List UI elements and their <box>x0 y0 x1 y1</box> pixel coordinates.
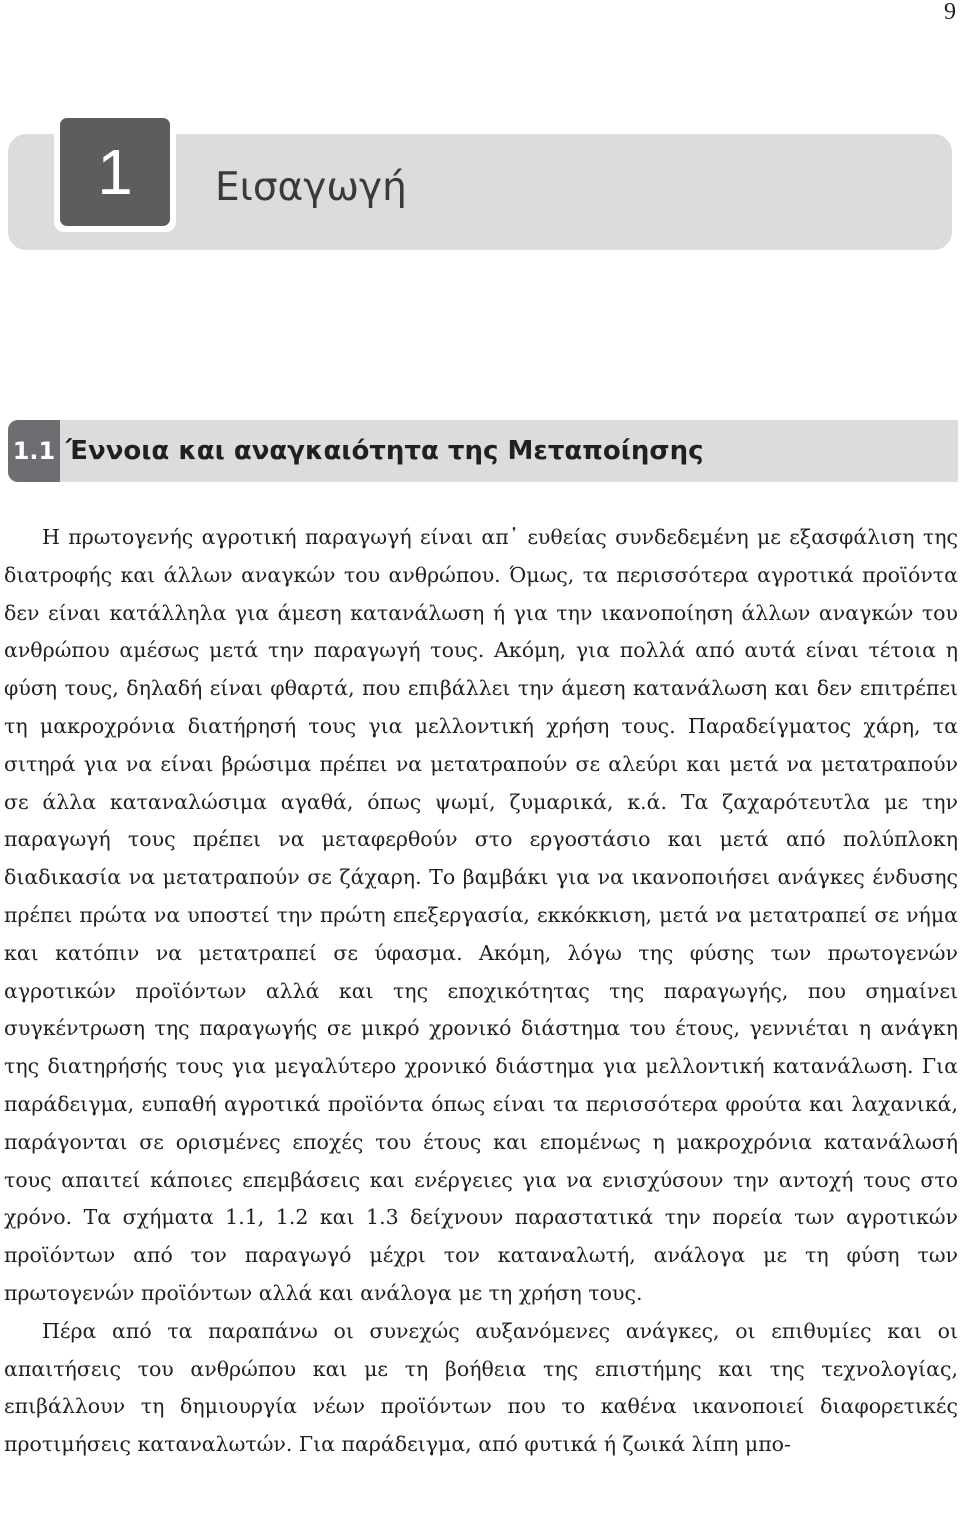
body-text <box>4 519 958 1464</box>
chapter-number: 1 <box>60 118 170 226</box>
page-number: 9 <box>944 0 956 25</box>
section-title: Έννοια και αναγκαιότητα της Μεταποίησης <box>66 436 704 466</box>
section-number: 1.1 <box>8 420 60 482</box>
paragraph: Η πρωτογενής αγροτική παραγωγή είναι απ᾽ ευθείας συνδεδεμένη με εξασφάλιση της διατροφής και άλλων αναγκών του ανθρώπου. Όμως, τα περισσότερα αγροτικά προϊόντα δεν είναι κατάλληλα για άμεση κατανάλωση ή για την ικανοποίηση άλλων αναγκών του ανθρώπου αμέσως μετά την παραγωγή τους. Ακόμη, για πολλά από αυτά είναι τέτοια η φύση τους, δηλαδή είναι φθαρτά, που επιβάλλει την άμεση κατανάλωση και δεν επιτρέπει τη μακροχρόνια διατήρησή τους για μελλοντική χρήση τους. Παραδείγματος χάρη, τα σιτηρά για να είναι βρώσιμα πρέπει να μετατραπούν σε αλεύρι και μετά να μετατραπούν σε άλλα καταναλώσιμα αγαθά, όπως ψωμί, ζυμαρικά, κ.ά. Τα ζαχαρότευτλα με την παραγωγή τους πρέπει να μεταφερθούν στο εργοστάσιο και μετά από πολύπλοκη διαδικασία να μετατραπούν σε ζάχαρη. Το βαμβάκι για να ικανοποιήσει ανάγκες ένδυσης πρέπει πρώτα να υποστεί την πρώτη επεξεργασία, εκκόκκιση, μετά να μετατραπεί σε νήμα και κατόπιν να μετατραπεί σε ύφασμα. Ακόμη, λόγω της φύσης των πρωτογενών αγροτικών προϊόντων αλλά και της εποχικότητας της παραγωγής, που σημαίνει συγκέντρωση της παραγωγής σε μικρό χρονικό διάστημα του έτους, γεννιέται η ανάγκη της διατηρήσής τους για μεγαλύτερο χρονικό διάστημα για μελλοντική κατανάλωση. Για παράδειγμα, ευπαθή αγροτικά προϊόντα όπως είναι τα περισσότερα φρούτα και λαχανικά, παράγονται σε ορισμένες εποχές του έτους και επομένως η μακροχρόνια κατανάλωσή τους απαιτεί κάποιες επεμβάσεις και ενέργειες για να ενισχύσουν την αντοχή τους στο χρόνο. Τα σχήματα 1.1, 1.2 και 1.3 δείχνουν παραστατικά την πορεία των αγροτικών προϊόντων από τον παραγωγό μέχρι τον καταναλωτή, ανάλογα με τη φύση των πρωτογενών προϊόντων αλλά και ανάλογα με τη χρήση τους. <box>4 525 958 1305</box>
chapter-title: Εισαγωγή <box>215 165 407 210</box>
paragraph: Πέρα από τα παραπάνω οι συνεχώς αυξανόμενες ανάγκες, οι επιθυμίες και οι απαιτήσεις του ανθρώπου και με τη βοήθεια της επιστήμης και της τεχνολογίας, επιβάλλουν τη δημιουργία νέων προϊόντων που το καθένα ικανοποιεί διαφορετικές προτιμήσεις καταναλωτών. Για παράδειγμα, από φυτικά ή ζωικά λίπη μπο- <box>4 1318 958 1457</box>
chapter-number-box <box>54 112 176 232</box>
